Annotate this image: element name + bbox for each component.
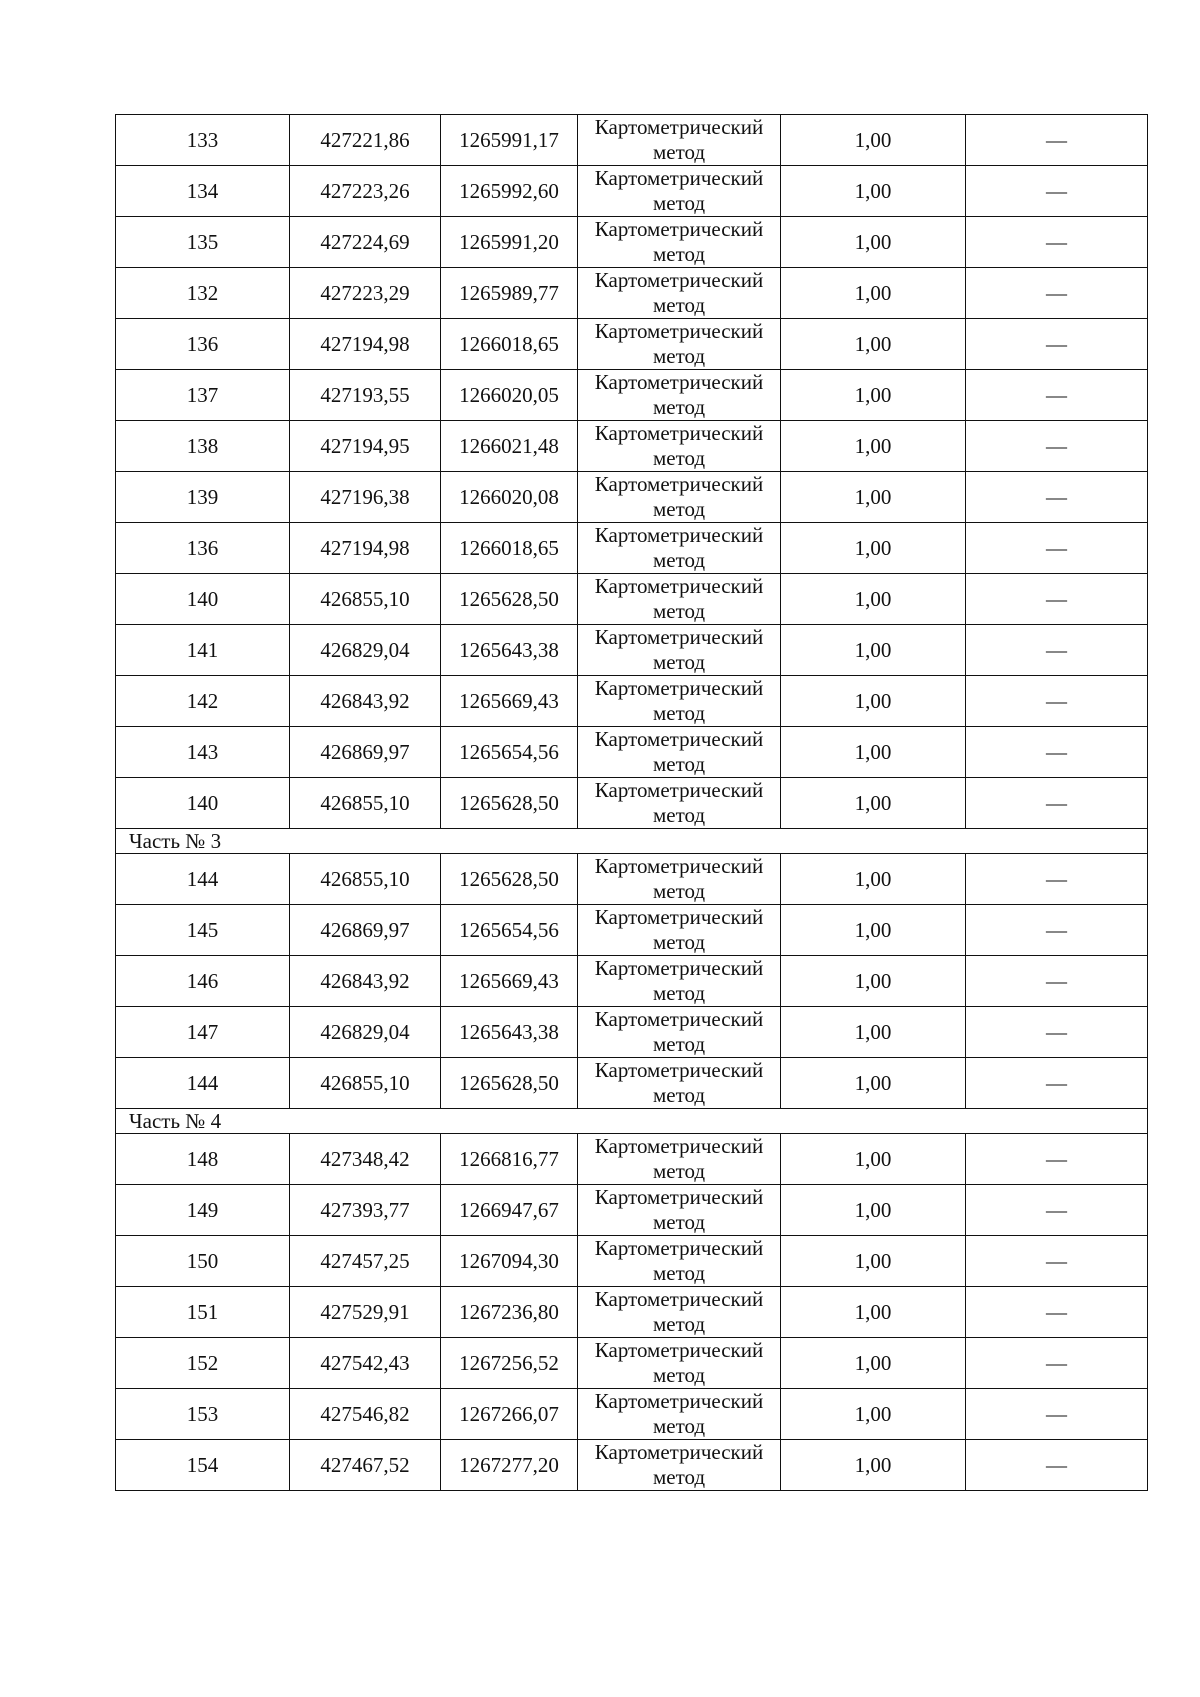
y-coordinate-cell: 1266018,65 — [441, 523, 578, 574]
note-cell: — — [966, 1236, 1148, 1287]
method-line-2: метод — [652, 879, 706, 903]
table-row — [116, 854, 1148, 905]
method-line-1: Картометрический — [594, 1058, 764, 1082]
note-cell: — — [966, 421, 1148, 472]
y-coordinate-cell: 1266816,77 — [441, 1134, 578, 1185]
x-coordinate-cell: 427529,91 — [290, 1287, 441, 1338]
y-coordinate-cell: 1266020,08 — [441, 472, 578, 523]
method-cell — [578, 778, 781, 829]
table-row — [116, 778, 1148, 829]
precision-cell: 1,00 — [781, 625, 966, 676]
method-cell — [578, 319, 781, 370]
method-line-1: Картометрический — [594, 217, 764, 241]
note-cell: — — [966, 1287, 1148, 1338]
table-row — [116, 1440, 1148, 1491]
table-row — [116, 956, 1148, 1007]
coordinates-table — [115, 114, 1148, 1491]
method-cell — [578, 905, 781, 956]
point-number-cell: 151 — [116, 1287, 290, 1338]
method-line-1: Картометрический — [594, 625, 764, 649]
point-number-cell: 147 — [116, 1007, 290, 1058]
point-number-cell: 134 — [116, 166, 290, 217]
method-line-2: метод — [652, 548, 706, 572]
method-line-1: Картометрический — [594, 1287, 764, 1311]
method-line-1: Картометрический — [594, 319, 764, 343]
point-number-cell: 144 — [116, 854, 290, 905]
precision-cell: 1,00 — [781, 268, 966, 319]
table-row — [116, 268, 1148, 319]
x-coordinate-cell: 426829,04 — [290, 625, 441, 676]
precision-cell: 1,00 — [781, 370, 966, 421]
y-coordinate-cell: 1265628,50 — [441, 854, 578, 905]
method-line-2: метод — [652, 293, 706, 317]
section-header-row — [116, 829, 1148, 854]
note-cell: — — [966, 115, 1148, 166]
table-row — [116, 676, 1148, 727]
point-number-cell: 144 — [116, 1058, 290, 1109]
method-line-1: Картометрический — [594, 1389, 764, 1413]
y-coordinate-cell: 1267236,80 — [441, 1287, 578, 1338]
table-row — [116, 1007, 1148, 1058]
x-coordinate-cell: 426843,92 — [290, 676, 441, 727]
method-cell — [578, 1134, 781, 1185]
point-number-cell: 143 — [116, 727, 290, 778]
point-number-cell: 136 — [116, 523, 290, 574]
method-line-1: Картометрический — [594, 905, 764, 929]
method-cell — [578, 676, 781, 727]
y-coordinate-cell: 1267094,30 — [441, 1236, 578, 1287]
table-row — [116, 1287, 1148, 1338]
note-cell: — — [966, 625, 1148, 676]
method-line-1: Картометрический — [594, 1338, 764, 1362]
table-row — [116, 1058, 1148, 1109]
note-cell: — — [966, 1007, 1148, 1058]
section-header-row — [116, 1109, 1148, 1134]
table-row — [116, 1134, 1148, 1185]
y-coordinate-cell: 1266018,65 — [441, 319, 578, 370]
x-coordinate-cell: 427224,69 — [290, 217, 441, 268]
point-number-cell: 138 — [116, 421, 290, 472]
x-coordinate-cell: 426855,10 — [290, 1058, 441, 1109]
y-coordinate-cell: 1265991,17 — [441, 115, 578, 166]
point-number-cell: 136 — [116, 319, 290, 370]
x-coordinate-cell: 427194,95 — [290, 421, 441, 472]
precision-cell: 1,00 — [781, 319, 966, 370]
table-row — [116, 905, 1148, 956]
note-cell: — — [966, 727, 1148, 778]
table-row — [116, 1185, 1148, 1236]
method-cell — [578, 727, 781, 778]
y-coordinate-cell: 1265643,38 — [441, 625, 578, 676]
point-number-cell: 140 — [116, 778, 290, 829]
precision-cell: 1,00 — [781, 905, 966, 956]
method-line-2: метод — [652, 242, 706, 266]
x-coordinate-cell: 427348,42 — [290, 1134, 441, 1185]
method-line-2: метод — [652, 1083, 706, 1107]
x-coordinate-cell: 427196,38 — [290, 472, 441, 523]
x-coordinate-cell: 427542,43 — [290, 1338, 441, 1389]
method-line-2: метод — [652, 1465, 706, 1489]
x-coordinate-cell: 427193,55 — [290, 370, 441, 421]
point-number-cell: 137 — [116, 370, 290, 421]
x-coordinate-cell: 426829,04 — [290, 1007, 441, 1058]
table-row — [116, 574, 1148, 625]
point-number-cell: 145 — [116, 905, 290, 956]
precision-cell: 1,00 — [781, 727, 966, 778]
x-coordinate-cell: 426869,97 — [290, 727, 441, 778]
x-coordinate-cell: 426855,10 — [290, 574, 441, 625]
x-coordinate-cell: 427194,98 — [290, 319, 441, 370]
method-cell — [578, 854, 781, 905]
y-coordinate-cell: 1265643,38 — [441, 1007, 578, 1058]
table-row — [116, 217, 1148, 268]
precision-cell: 1,00 — [781, 778, 966, 829]
method-cell — [578, 166, 781, 217]
point-number-cell: 139 — [116, 472, 290, 523]
method-line-2: метод — [652, 344, 706, 368]
precision-cell: 1,00 — [781, 217, 966, 268]
y-coordinate-cell: 1265991,20 — [441, 217, 578, 268]
table-row — [116, 727, 1148, 778]
precision-cell: 1,00 — [781, 421, 966, 472]
note-cell: — — [966, 319, 1148, 370]
x-coordinate-cell: 427223,29 — [290, 268, 441, 319]
y-coordinate-cell: 1266020,05 — [441, 370, 578, 421]
method-line-2: метод — [652, 1210, 706, 1234]
note-cell: — — [966, 166, 1148, 217]
method-line-2: метод — [652, 140, 706, 164]
method-line-2: метод — [652, 1414, 706, 1438]
point-number-cell: 148 — [116, 1134, 290, 1185]
precision-cell: 1,00 — [781, 115, 966, 166]
table-row — [116, 421, 1148, 472]
note-cell: — — [966, 523, 1148, 574]
section-label: Часть № 4 — [116, 1109, 1148, 1134]
x-coordinate-cell: 427467,52 — [290, 1440, 441, 1491]
precision-cell: 1,00 — [781, 1134, 966, 1185]
y-coordinate-cell: 1267277,20 — [441, 1440, 578, 1491]
method-line-1: Картометрический — [594, 727, 764, 751]
table-row — [116, 523, 1148, 574]
y-coordinate-cell: 1266021,48 — [441, 421, 578, 472]
precision-cell: 1,00 — [781, 1058, 966, 1109]
method-line-1: Картометрический — [594, 1134, 764, 1158]
y-coordinate-cell: 1265654,56 — [441, 905, 578, 956]
x-coordinate-cell: 427223,26 — [290, 166, 441, 217]
note-cell: — — [966, 574, 1148, 625]
note-cell: — — [966, 1058, 1148, 1109]
method-line-1: Картометрический — [594, 1007, 764, 1031]
method-line-2: метод — [652, 981, 706, 1005]
table-row — [116, 370, 1148, 421]
method-line-2: метод — [652, 930, 706, 954]
note-cell: — — [966, 1185, 1148, 1236]
y-coordinate-cell: 1265628,50 — [441, 1058, 578, 1109]
x-coordinate-cell: 427457,25 — [290, 1236, 441, 1287]
method-line-1: Картометрический — [594, 778, 764, 802]
x-coordinate-cell: 426869,97 — [290, 905, 441, 956]
y-coordinate-cell: 1265654,56 — [441, 727, 578, 778]
method-cell — [578, 1389, 781, 1440]
method-cell — [578, 1185, 781, 1236]
method-cell — [578, 1007, 781, 1058]
point-number-cell: 154 — [116, 1440, 290, 1491]
method-line-2: метод — [652, 1312, 706, 1336]
precision-cell: 1,00 — [781, 1236, 966, 1287]
method-line-2: метод — [652, 1159, 706, 1183]
x-coordinate-cell: 427194,98 — [290, 523, 441, 574]
point-number-cell: 135 — [116, 217, 290, 268]
y-coordinate-cell: 1265669,43 — [441, 956, 578, 1007]
y-coordinate-cell: 1267266,07 — [441, 1389, 578, 1440]
method-line-1: Картометрический — [594, 854, 764, 878]
precision-cell: 1,00 — [781, 166, 966, 217]
note-cell: — — [966, 1440, 1148, 1491]
point-number-cell: 132 — [116, 268, 290, 319]
method-cell — [578, 1440, 781, 1491]
method-line-1: Картометрический — [594, 956, 764, 980]
method-line-2: метод — [652, 191, 706, 215]
note-cell: — — [966, 472, 1148, 523]
point-number-cell: 133 — [116, 115, 290, 166]
precision-cell: 1,00 — [781, 1389, 966, 1440]
x-coordinate-cell: 426855,10 — [290, 778, 441, 829]
method-line-1: Картометрический — [594, 574, 764, 598]
table-row — [116, 1338, 1148, 1389]
precision-cell: 1,00 — [781, 472, 966, 523]
note-cell: — — [966, 1389, 1148, 1440]
precision-cell: 1,00 — [781, 676, 966, 727]
method-line-1: Картометрический — [594, 115, 764, 139]
precision-cell: 1,00 — [781, 1440, 966, 1491]
point-number-cell: 153 — [116, 1389, 290, 1440]
method-line-1: Картометрический — [594, 166, 764, 190]
x-coordinate-cell: 426843,92 — [290, 956, 441, 1007]
precision-cell: 1,00 — [781, 1185, 966, 1236]
table-row — [116, 472, 1148, 523]
x-coordinate-cell: 427221,86 — [290, 115, 441, 166]
method-cell — [578, 421, 781, 472]
x-coordinate-cell: 427546,82 — [290, 1389, 441, 1440]
precision-cell: 1,00 — [781, 523, 966, 574]
method-line-2: метод — [652, 752, 706, 776]
note-cell: — — [966, 956, 1148, 1007]
note-cell: — — [966, 268, 1148, 319]
point-number-cell: 150 — [116, 1236, 290, 1287]
method-cell — [578, 1287, 781, 1338]
method-line-2: метод — [652, 395, 706, 419]
y-coordinate-cell: 1267256,52 — [441, 1338, 578, 1389]
precision-cell: 1,00 — [781, 1007, 966, 1058]
y-coordinate-cell: 1265669,43 — [441, 676, 578, 727]
method-cell — [578, 574, 781, 625]
table-row — [116, 1236, 1148, 1287]
precision-cell: 1,00 — [781, 1338, 966, 1389]
method-line-1: Картометрический — [594, 676, 764, 700]
note-cell: — — [966, 1338, 1148, 1389]
point-number-cell: 142 — [116, 676, 290, 727]
method-cell — [578, 268, 781, 319]
method-line-1: Картометрический — [594, 421, 764, 445]
method-line-2: метод — [652, 446, 706, 470]
method-line-2: метод — [652, 650, 706, 674]
method-line-1: Картометрический — [594, 370, 764, 394]
method-line-1: Картометрический — [594, 1236, 764, 1260]
table-row — [116, 166, 1148, 217]
method-line-2: метод — [652, 701, 706, 725]
y-coordinate-cell: 1266947,67 — [441, 1185, 578, 1236]
table-row — [116, 319, 1148, 370]
method-line-2: метод — [652, 497, 706, 521]
x-coordinate-cell: 426855,10 — [290, 854, 441, 905]
y-coordinate-cell: 1265628,50 — [441, 574, 578, 625]
method-cell — [578, 472, 781, 523]
note-cell: — — [966, 854, 1148, 905]
y-coordinate-cell: 1265628,50 — [441, 778, 578, 829]
method-line-2: метод — [652, 1261, 706, 1285]
precision-cell: 1,00 — [781, 956, 966, 1007]
method-line-2: метод — [652, 803, 706, 827]
method-line-1: Картометрический — [594, 1185, 764, 1209]
table-row — [116, 1389, 1148, 1440]
method-line-2: метод — [652, 599, 706, 623]
note-cell: — — [966, 905, 1148, 956]
section-label: Часть № 3 — [116, 829, 1148, 854]
point-number-cell: 149 — [116, 1185, 290, 1236]
method-line-1: Картометрический — [594, 1440, 764, 1464]
method-cell — [578, 523, 781, 574]
precision-cell: 1,00 — [781, 854, 966, 905]
y-coordinate-cell: 1265989,77 — [441, 268, 578, 319]
method-line-1: Картометрический — [594, 523, 764, 547]
note-cell: — — [966, 778, 1148, 829]
note-cell: — — [966, 1134, 1148, 1185]
coordinates-table-body — [116, 115, 1148, 1491]
method-cell — [578, 1338, 781, 1389]
x-coordinate-cell: 427393,77 — [290, 1185, 441, 1236]
point-number-cell: 152 — [116, 1338, 290, 1389]
precision-cell: 1,00 — [781, 574, 966, 625]
point-number-cell: 141 — [116, 625, 290, 676]
y-coordinate-cell: 1265992,60 — [441, 166, 578, 217]
point-number-cell: 140 — [116, 574, 290, 625]
method-line-1: Картометрический — [594, 472, 764, 496]
note-cell: — — [966, 676, 1148, 727]
method-cell — [578, 956, 781, 1007]
method-cell — [578, 217, 781, 268]
table-row — [116, 115, 1148, 166]
method-cell — [578, 115, 781, 166]
table-row — [116, 625, 1148, 676]
point-number-cell: 146 — [116, 956, 290, 1007]
note-cell: — — [966, 370, 1148, 421]
method-cell — [578, 1236, 781, 1287]
note-cell: — — [966, 217, 1148, 268]
method-line-2: метод — [652, 1032, 706, 1056]
method-cell — [578, 370, 781, 421]
precision-cell: 1,00 — [781, 1287, 966, 1338]
method-cell — [578, 1058, 781, 1109]
method-line-1: Картометрический — [594, 268, 764, 292]
method-cell — [578, 625, 781, 676]
method-line-2: метод — [652, 1363, 706, 1387]
